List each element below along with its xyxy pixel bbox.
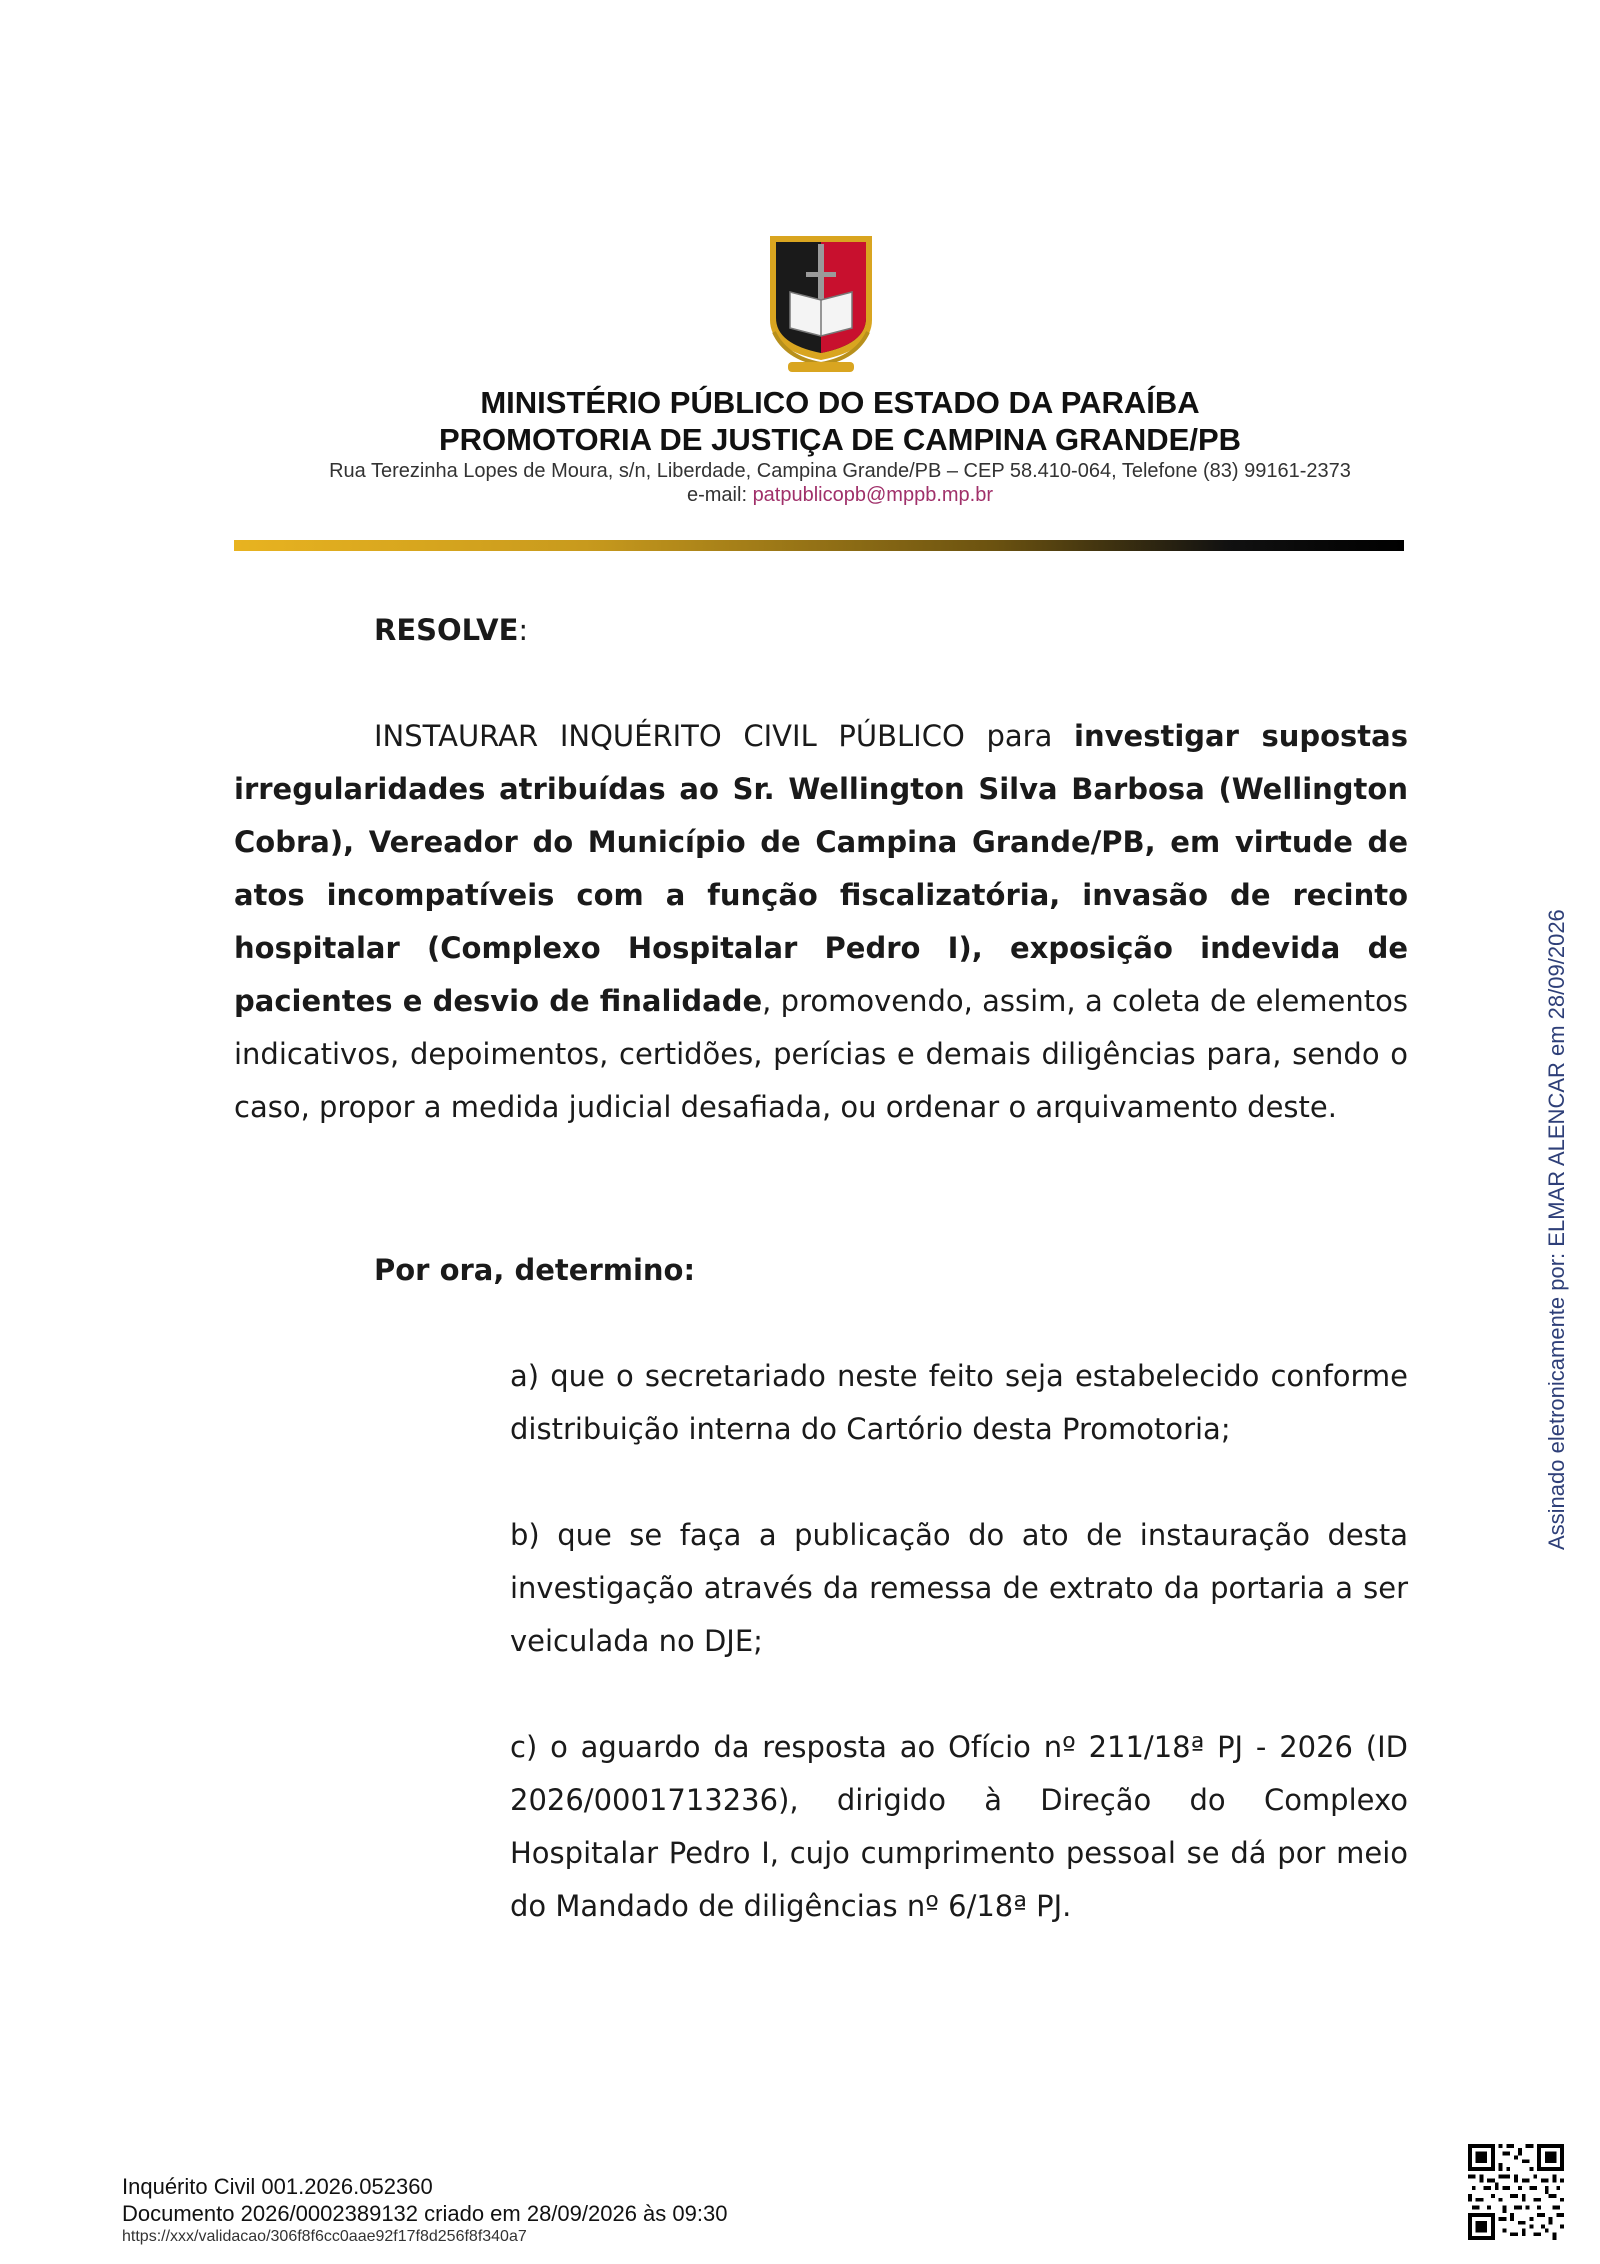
footer-validation-url[interactable]: https://xxx/validacao/306f8f6cc0aae92f17f8d256f8f340a7 [122,2228,527,2245]
resolve-heading [374,604,528,657]
resolution-paragraph [234,710,1408,1134]
header-divider [234,540,1404,551]
determination-item-c: c) o aguardo da resposta ao Ofício nº 211/18ª PJ - 2026 (ID 2026/0001713236), dirigido à Direção do Complexo Hospitalar Pedro I, cujo cumprimento pessoal se dá por meio do Mandado de diligências nº 6/18ª PJ. [510,1730,1408,1923]
footer-inquiry-number: Inquérito Civil 001.2026.052360 [122,2174,433,2199]
footer-document-id: Documento 2026/0002389132 criado em 28/09/2026 às 09:30 [122,2201,728,2226]
resolution-subject: investigar supostas irregularidades atribuídas ao Sr. Wellington Silva Barbosa (Wellington Cobra), Vereador do Município de Campina Grande/PB, em virtude de atos incompatíveis com a função fiscalizatória, invasão de recinto hospitalar (Complexo Hospitalar Pedro I), exposição indevida de pacientes e desvio de finalidade [234,719,1409,1018]
email-link[interactable]: patpublicopb@mppb.mp.br [752,484,994,506]
resolution-purpose: , promovendo, assim, a coleta de elementos indicativos, depoimentos, certidões, perícias e demais diligências para, sendo o caso, propor a medida judicial desafiada, ou ordenar o arquivamento deste. [234,984,1409,1124]
office-address: Rua Terezinha Lopes de Moura, s/n, Liberdade, Campina Grande/PB – CEP 58.410-064, Telefone (83) 99161-2373 [329,460,1351,482]
determination-heading: Por ora, determino: [374,1253,696,1287]
determination-item-a: a) que o secretariado neste feito seja estabelecido conforme distribuição interna do Cartório desta Promotoria; [510,1359,1408,1446]
resolution-intro: INSTAURAR INQUÉRITO CIVIL PÚBLICO para [374,719,1075,753]
office-title: PROMOTORIA DE JUSTIÇA DE CAMPINA GRANDE/PB [438,422,1242,457]
electronic-signature-note: Assinado eletronicamente por: ELMAR ALENCAR em 28/09/2026 [1544,909,1569,1550]
resolve-label: RESOLVE [374,613,519,647]
institution-title: MINISTÉRIO PÚBLICO DO ESTADO DA PARAÍBA [480,385,1200,420]
determination-item-b: b) que se faça a publicação do ato de instauração desta investigação através da remessa de extrato da portaria a ser veiculada no DJE; [510,1518,1408,1658]
email-label: e-mail: [686,484,753,506]
resolve-colon: : [518,613,529,647]
email-line [0,484,1600,507]
mppb-crest-logo [766,232,876,378]
validation-qr-code[interactable] [1468,2144,1564,2240]
